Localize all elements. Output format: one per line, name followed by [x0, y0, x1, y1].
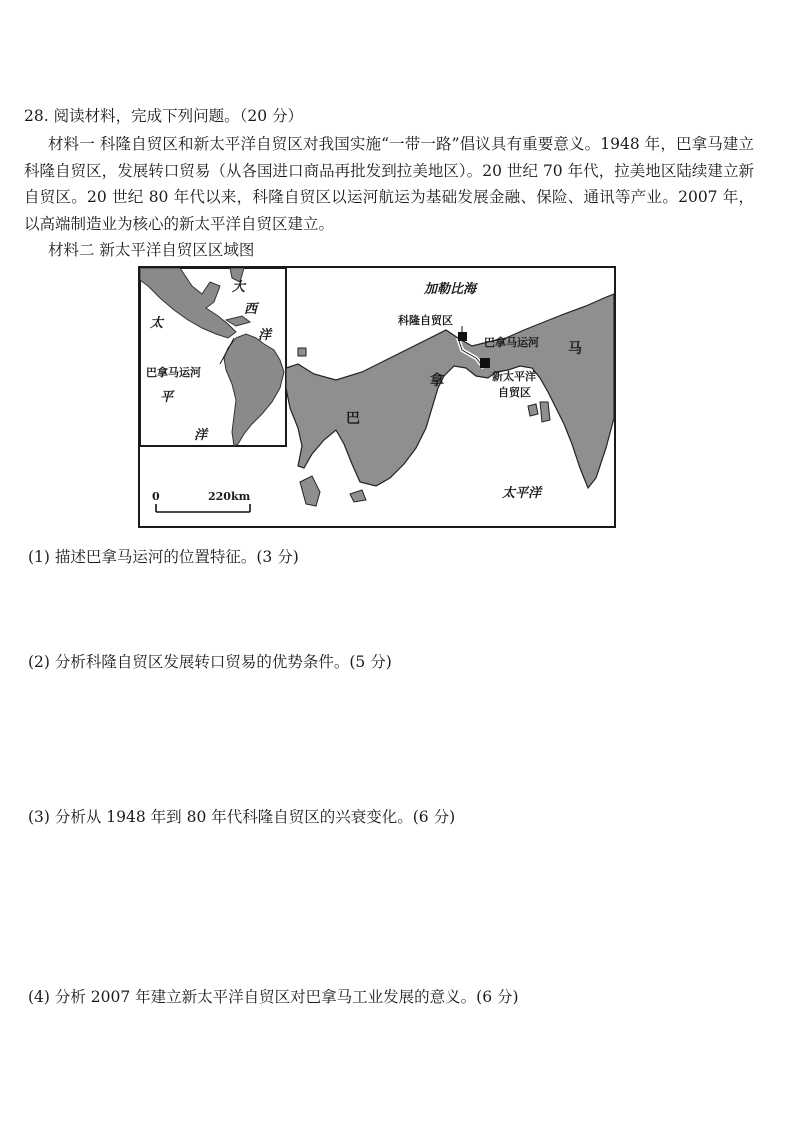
panama-canal-label: 巴拿马运河 — [484, 336, 539, 349]
new-pacific-ftz-label-1: 新太平洋 — [492, 370, 536, 383]
material-one: 材料一 科隆自贸区和新太平洋自贸区对我国实施“一带一路”倡议具有重要意义。1948 年，巴拿马建立科隆自贸区，发展转口贸易（从各国进口商品再批发到拉美地区）。20 世纪 70 年代，拉美地区陆续建立新自贸区。20 世纪 80 年代以来，科隆自贸区以运河航运为基础发展金融、保险、通讯等产业。2007 年，以高端制造业为核心的新太平洋自贸区建立。 — [24, 135, 754, 233]
question-4: (4) 分析 2007 年建立新太平洋自贸区对巴拿马工业发展的意义。(6 分) — [28, 988, 519, 1006]
country-label-ma: 马 — [568, 341, 582, 357]
island-pearl — [528, 404, 538, 416]
colon-ftz-marker — [458, 332, 467, 341]
new-pacific-ftz-label-2: 自贸区 — [498, 386, 531, 399]
inset-atlantic-3: 洋 — [258, 328, 272, 343]
region-map — [138, 266, 616, 528]
inset-pacific-3: 洋 — [194, 428, 208, 443]
inset-pacific-2: 平 — [160, 390, 174, 405]
country-label-na: 拿 — [430, 373, 444, 389]
question-header: 28. 阅读材料，完成下列问题。（20 分） — [24, 107, 303, 125]
caribbean-sea-label: 加勒比海 — [424, 282, 477, 297]
question-1: (1) 描述巴拿马运河的位置特征。(3 分) — [28, 548, 299, 566]
inset-canal-label: 巴拿马运河 — [146, 366, 201, 379]
material-two-title: 材料二 新太平洋自贸区区域图 — [48, 241, 255, 259]
island-bocas — [298, 348, 306, 356]
new-pacific-ftz-marker — [480, 358, 490, 368]
scale-zero-label: 0 — [152, 490, 160, 503]
scale-distance-label: 220km — [208, 490, 251, 503]
inset-atlantic-2: 西 — [244, 302, 258, 317]
island-coiba — [300, 476, 320, 506]
inset-pacific-1: 太 — [150, 316, 164, 331]
country-label-ba: 巴 — [346, 411, 360, 427]
question-3: (3) 分析从 1948 年到 80 年代科隆自贸区的兴衰变化。(6 分) — [28, 808, 456, 826]
inset-atlantic-1: 大 — [232, 280, 246, 295]
question-2: (2) 分析科隆自贸区发展转口贸易的优势条件。(5 分) — [28, 653, 392, 671]
map-graphic — [140, 268, 614, 526]
pacific-ocean-label: 太平洋 — [502, 486, 542, 501]
colon-ftz-label: 科隆自贸区 — [398, 314, 453, 327]
island-small — [350, 490, 366, 502]
island-pearl-2 — [540, 402, 550, 422]
